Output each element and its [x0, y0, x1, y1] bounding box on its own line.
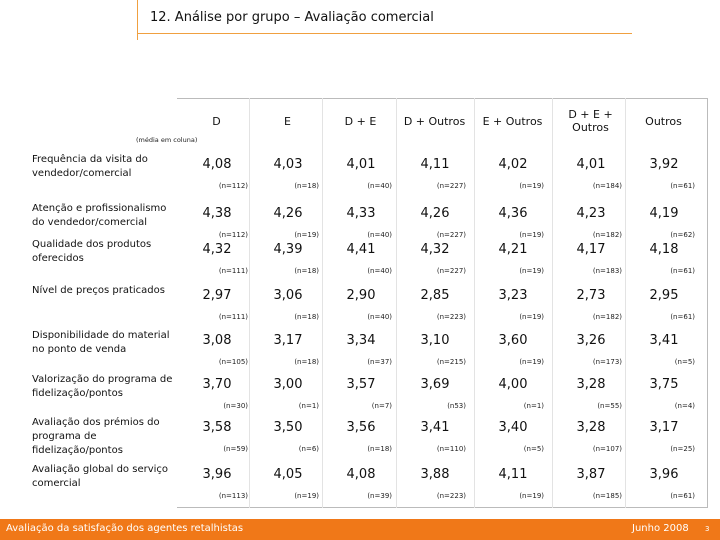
score-value: 4,23	[576, 206, 606, 221]
score-value: 3,96	[202, 467, 232, 482]
sample-size: (n=227)	[436, 182, 466, 190]
sample-size: (n=19)	[519, 358, 544, 366]
sample-size: (n=111)	[218, 267, 248, 275]
score-value: 4,36	[498, 206, 528, 221]
score-value: 3,17	[649, 420, 679, 435]
sample-size: (n=37)	[367, 358, 392, 366]
sample-size: (n=112)	[218, 231, 248, 239]
sample-size: (n=227)	[436, 267, 466, 275]
score-value: 4,41	[346, 242, 376, 257]
score-value: 3,75	[649, 377, 679, 392]
sample-size: (n=19)	[519, 231, 544, 239]
sample-size: (n=40)	[367, 267, 392, 275]
score-value: 4,11	[498, 467, 528, 482]
score-value: 3,17	[273, 333, 303, 348]
column-header: E	[284, 114, 291, 128]
column-header: Outros	[645, 114, 682, 128]
score-value: 4,08	[202, 157, 232, 172]
sample-size: (n=18)	[294, 267, 319, 275]
score-value: 4,21	[498, 242, 528, 257]
sample-size: (n=7)	[371, 402, 392, 410]
sample-size: (n=110)	[436, 445, 466, 453]
footer-bar	[0, 519, 720, 540]
score-value: 3,60	[498, 333, 528, 348]
column-average-note: (média em coluna)	[136, 136, 198, 144]
sample-size: (n=183)	[592, 267, 622, 275]
sample-size: (n=62)	[670, 231, 695, 239]
sample-size: (n=40)	[367, 182, 392, 190]
sample-size: (n=18)	[367, 445, 392, 453]
score-value: 4,01	[346, 157, 376, 172]
sample-size: (n=111)	[218, 313, 248, 321]
score-value: 3,96	[649, 467, 679, 482]
footer-title: Avaliação da satisfação dos agentes retalhistas	[6, 523, 244, 534]
score-value: 2,73	[576, 288, 606, 303]
sample-size: (n=1)	[523, 402, 544, 410]
score-value: 3,41	[649, 333, 679, 348]
score-value: 3,88	[420, 467, 450, 482]
score-value: 3,28	[576, 420, 606, 435]
sample-size: (n=184)	[592, 182, 622, 190]
sample-size: (n=182)	[592, 313, 622, 321]
score-value: 4,33	[346, 206, 376, 221]
score-value: 3,28	[576, 377, 606, 392]
score-value: 4,32	[202, 242, 232, 257]
score-value: 4,01	[576, 157, 606, 172]
sample-size: (n=61)	[670, 313, 695, 321]
sample-size: (n=59)	[223, 445, 248, 453]
table-border-bottom	[177, 507, 708, 508]
sample-size: (n=25)	[670, 445, 695, 453]
score-value: 3,50	[273, 420, 303, 435]
sample-size: (n=19)	[519, 182, 544, 190]
sample-size: (n=105)	[218, 358, 248, 366]
score-value: 4,00	[498, 377, 528, 392]
title-vertical-rule	[137, 0, 138, 40]
score-value: 4,26	[273, 206, 303, 221]
sample-size: (n=39)	[367, 492, 392, 500]
sample-size: (n=182)	[592, 231, 622, 239]
score-value: 2,97	[202, 288, 232, 303]
column-header: D	[212, 114, 221, 128]
sample-size: (n=215)	[436, 358, 466, 366]
sample-size: (n=19)	[519, 492, 544, 500]
score-value: 4,32	[420, 242, 450, 257]
score-value: 4,03	[273, 157, 303, 172]
score-value: 4,38	[202, 206, 232, 221]
sample-size: (n53)	[447, 402, 466, 410]
score-value: 4,05	[273, 467, 303, 482]
row-label: Atenção e profissionalismo do vendedor/comercial	[32, 203, 167, 228]
score-value: 2,90	[346, 288, 376, 303]
score-value: 2,85	[420, 288, 450, 303]
sample-size: (n=18)	[294, 182, 319, 190]
score-value: 3,10	[420, 333, 450, 348]
score-value: 4,18	[649, 242, 679, 257]
row-label: Disponibilidade do material no ponto de venda	[32, 330, 170, 355]
column-header: D + Outros	[403, 114, 466, 128]
sample-size: (n=107)	[592, 445, 622, 453]
sample-size: (n=19)	[519, 313, 544, 321]
slide-title: 12. Análise por grupo – Avaliação comercial	[150, 10, 434, 25]
sample-size: (n=40)	[367, 313, 392, 321]
row-label: Valorização do programa de fidelização/pontos	[32, 374, 173, 399]
sample-size: (n=223)	[436, 492, 466, 500]
score-value: 3,34	[346, 333, 376, 348]
sample-size: (n=18)	[294, 313, 319, 321]
sample-size: (n=5)	[674, 358, 695, 366]
title-horizontal-rule	[137, 33, 632, 34]
score-value: 3,40	[498, 420, 528, 435]
row-label: Nível de preços praticados	[32, 285, 165, 296]
column-header: D + E	[344, 114, 377, 128]
score-value: 4,17	[576, 242, 606, 257]
row-label: Qualidade dos produtos oferecidos	[32, 239, 152, 264]
sample-size: (n=19)	[294, 231, 319, 239]
score-value: 3,57	[346, 377, 376, 392]
sample-size: (n=223)	[436, 313, 466, 321]
score-value: 3,69	[420, 377, 450, 392]
table-border-right	[707, 98, 708, 508]
row-label: Avaliação dos prémios do programa de fidelização/pontos	[32, 417, 160, 456]
score-value: 3,26	[576, 333, 606, 348]
score-value: 3,70	[202, 377, 232, 392]
score-value: 4,02	[498, 157, 528, 172]
score-value: 4,39	[273, 242, 303, 257]
score-value: 3,58	[202, 420, 232, 435]
sample-size: (n=185)	[592, 492, 622, 500]
score-value: 4,19	[649, 206, 679, 221]
row-label: Avaliação global do serviço comercial	[32, 464, 169, 489]
score-value: 4,26	[420, 206, 450, 221]
sample-size: (n=61)	[670, 182, 695, 190]
score-value: 2,95	[649, 288, 679, 303]
row-label: Frequência da visita do vendedor/comercial	[32, 154, 148, 179]
column-header: E + Outros	[482, 114, 543, 128]
score-value: 3,06	[273, 288, 303, 303]
sample-size: (n=40)	[367, 231, 392, 239]
sample-size: (n=61)	[670, 492, 695, 500]
footer-date: Junho 2008	[632, 523, 689, 534]
sample-size: (n=30)	[223, 402, 248, 410]
sample-size: (n=6)	[298, 445, 319, 453]
score-value: 4,11	[420, 157, 450, 172]
sample-size: (n=1)	[298, 402, 319, 410]
sample-size: (n=227)	[436, 231, 466, 239]
sample-size: (n=173)	[592, 358, 622, 366]
sample-size: (n=19)	[294, 492, 319, 500]
score-value: 3,23	[498, 288, 528, 303]
sample-size: (n=4)	[674, 402, 695, 410]
results-table	[30, 98, 708, 508]
sample-size: (n=18)	[294, 358, 319, 366]
score-value: 3,87	[576, 467, 606, 482]
sample-size: (n=5)	[523, 445, 544, 453]
sample-size: (n=113)	[218, 492, 248, 500]
sample-size: (n=112)	[218, 182, 248, 190]
page-number: 3	[705, 525, 710, 533]
score-value: 3,56	[346, 420, 376, 435]
score-value: 4,08	[346, 467, 376, 482]
sample-size: (n=61)	[670, 267, 695, 275]
column-header: D + E + Outros	[568, 108, 613, 134]
score-value: 3,41	[420, 420, 450, 435]
sample-size: (n=19)	[519, 267, 544, 275]
sample-size: (n=55)	[597, 402, 622, 410]
score-value: 3,08	[202, 333, 232, 348]
score-value: 3,92	[649, 157, 679, 172]
score-value: 3,00	[273, 377, 303, 392]
